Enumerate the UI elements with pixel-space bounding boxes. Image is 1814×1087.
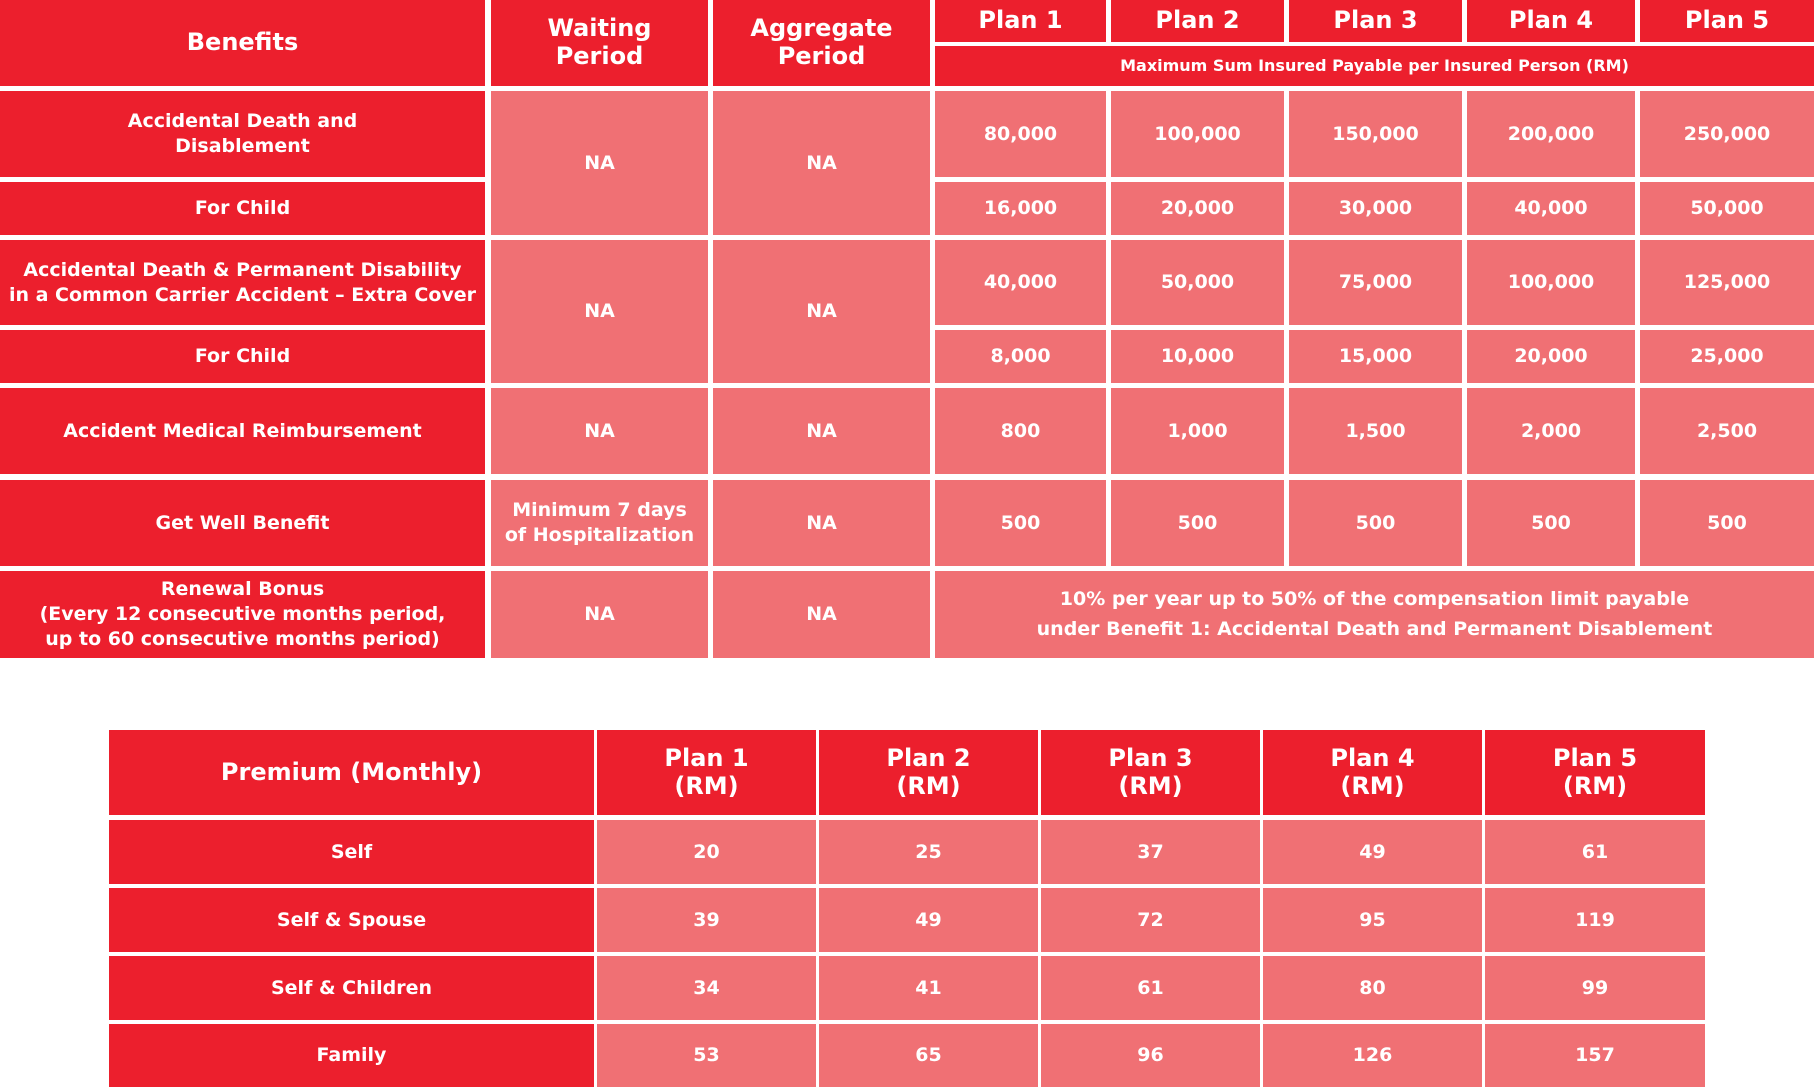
sum-insured-plan-1 bbox=[935, 330, 1106, 383]
waiting-period-group-1-text: NA bbox=[584, 151, 615, 174]
sum-insured-plan-3-text: 150,000 bbox=[1332, 122, 1419, 145]
waiting-period-cell bbox=[491, 388, 708, 474]
header-benefits bbox=[0, 0, 485, 86]
sum-insured-plan-2-text: 10,000 bbox=[1160, 345, 1235, 368]
sum-insured-plan-1 bbox=[935, 388, 1106, 474]
sum-insured-plan-4 bbox=[1467, 182, 1635, 235]
sum-insured-plan-2-text: 1,000 bbox=[1167, 419, 1228, 442]
sum-insured-plan-5-text: 250,000 bbox=[1683, 122, 1771, 145]
premium-plan-4-text: 126 bbox=[1352, 1044, 1393, 1067]
premium-plan-2 bbox=[819, 956, 1038, 1020]
header-plan-5 bbox=[1640, 0, 1814, 42]
sum-insured-plan-4 bbox=[1467, 330, 1635, 383]
sum-insured-plan-3-text: 30,000 bbox=[1338, 197, 1413, 220]
sum-insured-plan-3 bbox=[1289, 182, 1462, 235]
premium-plan-3 bbox=[1041, 956, 1260, 1020]
sum-insured-plan-4-text: 20,000 bbox=[1514, 345, 1588, 368]
premium-row-label bbox=[109, 888, 594, 952]
sum-insured-plan-2-text: 20,000 bbox=[1160, 197, 1235, 220]
premium-plan-1 bbox=[597, 888, 816, 952]
premium-plan-1-text: 53 bbox=[693, 1044, 720, 1067]
premium-plan-5-text: 99 bbox=[1581, 976, 1609, 999]
premium-plan-4 bbox=[1263, 888, 1482, 952]
waiting-period-cell bbox=[491, 571, 708, 658]
benefit-label-text: Renewal Bonus (Every 12 consecutive months period, up to 60 consecutive months period) bbox=[39, 578, 446, 650]
aggregate-period-cell bbox=[713, 480, 930, 566]
sum-insured-plan-3 bbox=[1289, 240, 1462, 325]
sum-insured-plan-2 bbox=[1111, 480, 1284, 566]
sum-insured-plan-1 bbox=[935, 240, 1106, 325]
header-aggregate-period-text: Aggregate Period bbox=[750, 14, 893, 70]
header-plan-2 bbox=[1111, 0, 1284, 42]
premium-plan-5-text: 61 bbox=[1581, 840, 1609, 863]
premium-plan-4 bbox=[1263, 820, 1482, 884]
sum-insured-plan-3 bbox=[1289, 330, 1462, 383]
sum-insured-plan-1-text: 80,000 bbox=[983, 122, 1058, 145]
benefit-label bbox=[0, 388, 485, 474]
premium-plan-4-text: 49 bbox=[1359, 840, 1386, 863]
sum-insured-plan-5-text: 500 bbox=[1707, 511, 1747, 534]
header-waiting-period-text: Waiting Period bbox=[547, 14, 652, 70]
premium-plan-2-text: 25 bbox=[915, 840, 942, 863]
aggregate-period-group-1-text: NA bbox=[806, 151, 837, 174]
aggregate-period-cell-text: NA bbox=[806, 511, 837, 534]
benefit-label bbox=[0, 480, 485, 566]
header-plan-4 bbox=[1467, 0, 1635, 42]
premium-header-plan-2-text: Plan 2 (RM) bbox=[886, 743, 971, 800]
sum-insured-plan-2-text: 500 bbox=[1177, 511, 1218, 534]
premium-plan-3 bbox=[1041, 888, 1260, 952]
premium-plan-1-text: 39 bbox=[693, 908, 720, 931]
aggregate-period-group-2 bbox=[713, 240, 930, 383]
waiting-period-cell-text: Minimum 7 days of Hospitalization bbox=[504, 499, 695, 546]
premium-header-plan-3 bbox=[1041, 730, 1260, 815]
premium-plan-5 bbox=[1485, 888, 1705, 952]
sum-insured-plan-5 bbox=[1640, 182, 1814, 235]
premium-row-label-text: Family bbox=[316, 1044, 387, 1067]
premium-plan-5 bbox=[1485, 1024, 1705, 1087]
benefit-label-text: Accident Medical Reimbursement bbox=[63, 419, 422, 442]
aggregate-period-group-2-text: NA bbox=[806, 300, 837, 323]
premium-row-label bbox=[109, 820, 594, 884]
sum-insured-plan-5-text: 125,000 bbox=[1683, 271, 1771, 294]
sum-insured-plan-3 bbox=[1289, 91, 1462, 177]
sum-insured-plan-5 bbox=[1640, 91, 1814, 177]
premium-header-plan-1-text: Plan 1 (RM) bbox=[664, 743, 749, 800]
premium-plan-2 bbox=[819, 820, 1038, 884]
waiting-period-cell-text: NA bbox=[584, 419, 615, 442]
premium-plan-5 bbox=[1485, 956, 1705, 1020]
sum-insured-plan-5 bbox=[1640, 240, 1814, 325]
sum-insured-plan-5 bbox=[1640, 388, 1814, 474]
benefit-label bbox=[0, 330, 485, 383]
sum-insured-plan-1 bbox=[935, 480, 1106, 566]
header-sum-insured bbox=[935, 46, 1814, 86]
sum-insured-plan-4-text: 100,000 bbox=[1507, 271, 1595, 294]
aggregate-period-group-1 bbox=[713, 91, 930, 235]
waiting-period-cell bbox=[491, 480, 708, 566]
header-waiting-period bbox=[491, 0, 708, 86]
sum-insured-plan-2-text: 50,000 bbox=[1160, 271, 1235, 294]
premium-plan-4 bbox=[1263, 1024, 1482, 1087]
waiting-period-group-2-text: NA bbox=[584, 300, 615, 323]
premium-plan-1 bbox=[597, 820, 816, 884]
sum-insured-plan-3-text: 15,000 bbox=[1338, 345, 1413, 368]
header-plan-1 bbox=[935, 0, 1106, 42]
premium-row-label-text: Self & Spouse bbox=[276, 908, 427, 931]
premium-row-label-text: Self & Children bbox=[270, 976, 433, 999]
sum-insured-plan-4-text: 2,000 bbox=[1520, 419, 1582, 442]
renewal-bonus-note bbox=[935, 571, 1814, 658]
sum-insured-plan-1 bbox=[935, 182, 1106, 235]
premium-plan-5-text: 157 bbox=[1575, 1044, 1615, 1067]
premium-plan-3-text: 61 bbox=[1137, 976, 1164, 999]
benefit-label-text: For Child bbox=[194, 197, 291, 220]
sum-insured-plan-5-text: 25,000 bbox=[1690, 345, 1764, 368]
premium-plan-3 bbox=[1041, 820, 1260, 884]
premium-plan-4-text: 95 bbox=[1359, 908, 1386, 931]
premium-header-plan-5 bbox=[1485, 730, 1705, 815]
premium-plan-1-text: 20 bbox=[693, 840, 720, 863]
sum-insured-plan-2 bbox=[1111, 182, 1284, 235]
benefit-label bbox=[0, 571, 485, 658]
premium-row-label bbox=[109, 1024, 594, 1087]
premium-plan-1 bbox=[597, 956, 816, 1020]
sum-insured-plan-4-text: 200,000 bbox=[1507, 122, 1595, 145]
premium-plan-3 bbox=[1041, 1024, 1260, 1087]
premium-plan-1-text: 34 bbox=[693, 976, 720, 999]
header-aggregate-period bbox=[713, 0, 930, 86]
sum-insured-plan-2 bbox=[1111, 330, 1284, 383]
waiting-period-cell-text: NA bbox=[584, 603, 615, 626]
sum-insured-plan-1-text: 500 bbox=[1000, 511, 1041, 534]
premium-plan-2-text: 65 bbox=[915, 1044, 942, 1067]
benefit-label bbox=[0, 91, 485, 177]
header-plan-2-text: Plan 2 bbox=[1155, 6, 1240, 35]
sum-insured-plan-5-text: 50,000 bbox=[1690, 197, 1764, 220]
benefit-label-text: Accidental Death & Permanent Disability in a Common Carrier Accident – Extra Cover bbox=[8, 258, 477, 306]
waiting-period-group-1 bbox=[491, 91, 708, 235]
premium-header-plan-5-text: Plan 5 (RM) bbox=[1552, 743, 1638, 800]
benefit-label-text: Get Well Benefit bbox=[155, 511, 330, 534]
premium-header-plan-4 bbox=[1263, 730, 1482, 815]
premium-plan-4 bbox=[1263, 956, 1482, 1020]
renewal-bonus-note-text: 10% per year up to 50% of the compensation limit payable under Benefit 1: Accidental Death and Permanent Disablement bbox=[1036, 588, 1713, 640]
sum-insured-plan-4-text: 40,000 bbox=[1514, 197, 1588, 220]
sum-insured-plan-3-text: 500 bbox=[1355, 511, 1396, 534]
aggregate-period-cell bbox=[713, 388, 930, 474]
premium-plan-5-text: 119 bbox=[1575, 908, 1615, 931]
premium-plan-2-text: 41 bbox=[915, 976, 942, 999]
header-plan-3 bbox=[1289, 0, 1462, 42]
benefit-label-text: For Child bbox=[194, 345, 291, 368]
waiting-period-group-2 bbox=[491, 240, 708, 383]
sum-insured-plan-5 bbox=[1640, 480, 1814, 566]
header-sum-insured-text: Maximum Sum Insured Payable per Insured Person (RM) bbox=[1120, 55, 1629, 75]
sum-insured-plan-5-text: 2,500 bbox=[1696, 419, 1758, 442]
sum-insured-plan-3 bbox=[1289, 480, 1462, 566]
header-benefits-text: Benefits bbox=[186, 28, 299, 57]
header-plan-4-text: Plan 4 bbox=[1508, 6, 1594, 35]
premium-row-label bbox=[109, 956, 594, 1020]
premium-header-plan-4-text: Plan 4 (RM) bbox=[1330, 743, 1415, 800]
premium-plan-3-text: 96 bbox=[1137, 1044, 1164, 1067]
sum-insured-plan-1-text: 800 bbox=[1000, 419, 1041, 442]
sum-insured-plan-1-text: 40,000 bbox=[983, 271, 1058, 294]
premium-plan-2-text: 49 bbox=[915, 908, 942, 931]
sum-insured-plan-1 bbox=[935, 91, 1106, 177]
premium-plan-1 bbox=[597, 1024, 816, 1087]
sum-insured-plan-2 bbox=[1111, 240, 1284, 325]
benefit-label-text: Accidental Death and Disablement bbox=[127, 110, 358, 157]
sum-insured-plan-2-text: 100,000 bbox=[1154, 122, 1241, 145]
premium-header-plan-1 bbox=[597, 730, 816, 815]
header-plan-5-text: Plan 5 bbox=[1684, 6, 1770, 35]
premium-header bbox=[109, 730, 594, 815]
sum-insured-plan-4-text: 500 bbox=[1531, 511, 1571, 534]
sum-insured-plan-4 bbox=[1467, 240, 1635, 325]
premium-header-text: Premium (Monthly) bbox=[220, 757, 483, 786]
premium-plan-3-text: 72 bbox=[1137, 908, 1164, 931]
sum-insured-plan-1-text: 8,000 bbox=[990, 345, 1051, 368]
sum-insured-plan-4 bbox=[1467, 388, 1635, 474]
sum-insured-plan-4 bbox=[1467, 91, 1635, 177]
sum-insured-plan-2 bbox=[1111, 388, 1284, 474]
premium-row-label-text: Self bbox=[330, 840, 373, 863]
sum-insured-plan-5 bbox=[1640, 330, 1814, 383]
sum-insured-plan-3 bbox=[1289, 388, 1462, 474]
sum-insured-plan-2 bbox=[1111, 91, 1284, 177]
sum-insured-plan-3-text: 75,000 bbox=[1338, 271, 1413, 294]
header-plan-1-text: Plan 1 bbox=[978, 6, 1063, 35]
premium-header-plan-2 bbox=[819, 730, 1038, 815]
header-plan-3-text: Plan 3 bbox=[1333, 6, 1418, 35]
aggregate-period-cell-text: NA bbox=[806, 603, 837, 626]
premium-header-plan-3-text: Plan 3 (RM) bbox=[1108, 743, 1193, 800]
premium-plan-2 bbox=[819, 1024, 1038, 1087]
sum-insured-plan-1-text: 16,000 bbox=[983, 197, 1058, 220]
premium-plan-3-text: 37 bbox=[1137, 840, 1164, 863]
benefit-label bbox=[0, 240, 485, 325]
aggregate-period-cell-text: NA bbox=[806, 419, 837, 442]
sum-insured-plan-4 bbox=[1467, 480, 1635, 566]
sum-insured-plan-3-text: 1,500 bbox=[1345, 419, 1406, 442]
premium-plan-4-text: 80 bbox=[1359, 976, 1386, 999]
benefit-label bbox=[0, 182, 485, 235]
aggregate-period-cell bbox=[713, 571, 930, 658]
premium-plan-2 bbox=[819, 888, 1038, 952]
premium-plan-5 bbox=[1485, 820, 1705, 884]
